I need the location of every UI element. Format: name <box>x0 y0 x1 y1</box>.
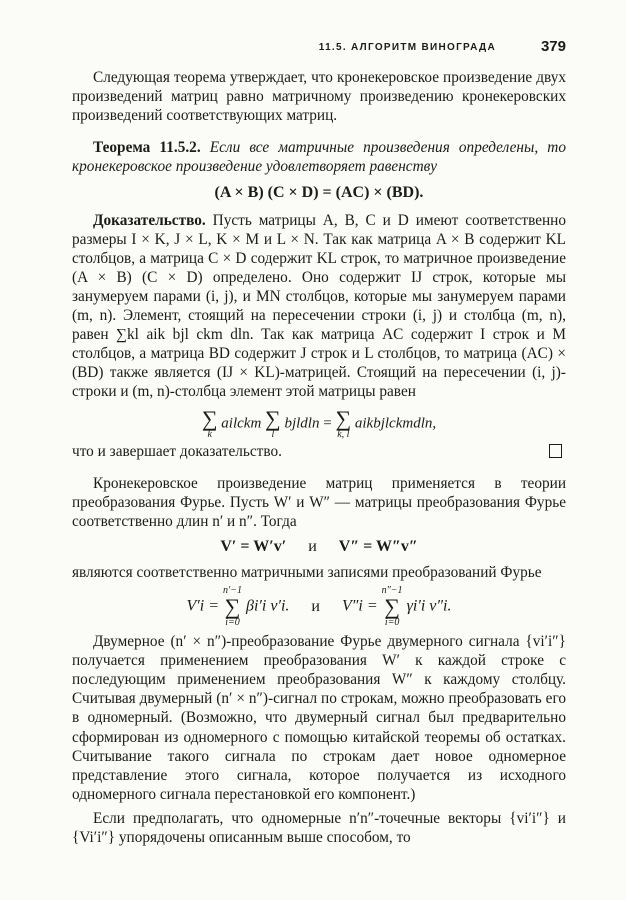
fourier-paragraph: Кронекеровское произведение матриц применяется в теории преобразования Фурье. Пусть W′ и W″ — матрицы преобразования Фурье соответственно длин n′ и n″. Тогда <box>72 474 566 530</box>
proof-paragraph <box>72 211 566 402</box>
fourier-formula-and: и <box>308 537 317 555</box>
proof-text: Пусть матрицы A, B, C и D имеют соответственно размеры I × K, J × L, K × M и L × N. Так как матрица A × B содержит KL столбцов, а матрица C × D содержит KL строк, то матричное произведение (A × B) (C × D) определено. Оно содержит IJ строк, которые мы занумеруем парами (i, j), и MN столбцов, которые мы занумеруем парами (m, n). Элемент, стоящий на пересечении строки (i, j) и столбца (m, n), равен ∑kl aik bjl ckm dln. Так как матрица AC содержит I строк и M столбцов, а матрица BD содержит J строк и L столбцов, то матрица (AC) × (BD) также является (IJ × KL)-матрицей. Стоящий на пересечении (i, j)-строки и (m, n)-столбца элемент этой матрицы равен <box>72 211 567 401</box>
sum-term-2: bjldln <box>284 414 320 431</box>
proof-label: Доказательство. <box>93 211 206 229</box>
records-lhs-2: V″i = <box>341 597 378 615</box>
section-title: 11.5. АЛГОРИТМ ВИНОГРАДА <box>318 42 496 53</box>
theorem-statement: Если все матричные произведения определены, то кронекеровское произведение удовлетворяет равенству <box>72 139 566 176</box>
records-sum-2: n″−1 ∑ i=0 <box>381 585 403 629</box>
sum-term-1: ailckm <box>221 414 262 431</box>
sum-term-rhs: aikbjlckmdln, <box>354 414 437 431</box>
records-formula <box>72 586 566 628</box>
page-number: 379 <box>540 38 566 55</box>
sum-l: ∑ l <box>265 405 281 440</box>
intro-paragraph: Следующая теорема утверждает, что кронекеровское произведение двух произведений матриц равно матричному произведению кронекеровских произведений соответствующих матриц. <box>72 69 566 125</box>
qed-box-icon <box>549 444 562 458</box>
records-sum-1: n′−1 ∑ i=0 <box>223 585 242 629</box>
proof-sum-formula: ∑ k ailckm ∑ l bjldln = ∑ k, l aikbjlckmdln, <box>201 405 437 440</box>
sum-k: ∑ k <box>201 405 218 440</box>
fourier-formula-1: V′ = W′v′ <box>220 537 287 555</box>
theorem-label: Теорема 11.5.2. <box>93 139 201 157</box>
sum-kl: ∑ k, l <box>335 405 352 440</box>
proof-end-line <box>72 442 566 461</box>
page-body <box>72 68 566 847</box>
fourier-formula <box>72 537 566 556</box>
running-header <box>72 38 566 56</box>
fourier-formula-2: V″ = W″v″ <box>338 537 418 555</box>
theorem-formula: (A × B) (C × D) = (AC) × (BD). <box>214 184 424 202</box>
theorem-paragraph <box>72 138 566 176</box>
records-body-2: γi′i v″i. <box>406 597 452 615</box>
last-paragraph: Если предполагать, что одномерные n′n″-точечные векторы {vi′i″} и {Vi′i″} упорядочены описанным выше способом, то <box>72 809 566 846</box>
records-and: и <box>311 597 320 615</box>
records-body-1: βi′i v′i. <box>245 597 290 615</box>
two-dim-paragraph: Двумерное (n′ × n″)-преобразование Фурье двумерного сигнала {vi′i″} получается применением преобразования W′ к каждой строке с последующим применением преобразования W″ к каждому столбцу. Считывая двумерный (n′ × n″)-сигнал по строкам, можно преобразовать его в одномерный. (Возможно, что двумерный сигнал был предварительно сформирован из одномерного с помощью китайской теоремы об остатках. Считывание такого сигнала по строкам дает новое одномерное представление этого сигнала, которое получается из исходного одномерного сигнала перестановкой его компонент.) <box>72 633 566 803</box>
records-lhs-1: V′i = <box>186 597 220 615</box>
proof-end: что и завершает доказательство. <box>72 442 282 460</box>
records-paragraph: являются соответственно матричными записями преобразований Фурье <box>72 563 542 581</box>
